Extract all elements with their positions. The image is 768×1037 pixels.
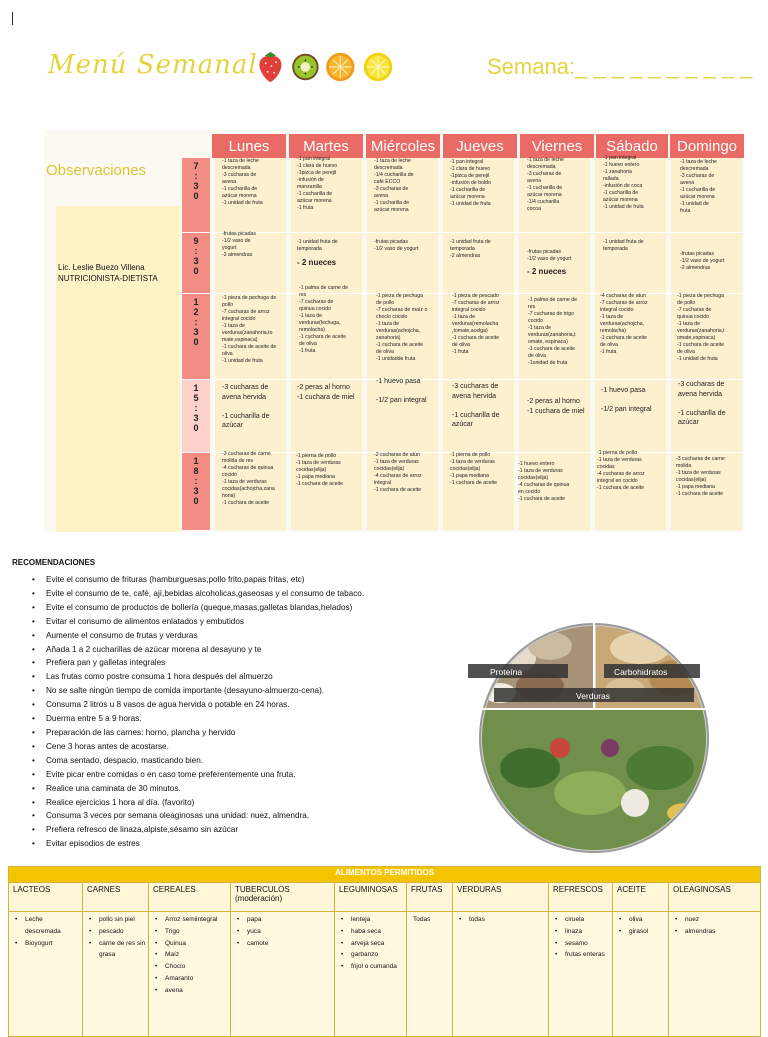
day-header-martes: Martes	[289, 134, 363, 158]
refrescos-cell	[549, 912, 613, 1037]
meal-sabado-media-manana: -1 unidad fruta de temporada	[603, 239, 644, 252]
meal-viernes-almuerzo: -1 palma de carne de res -7 cucharas de trigo cocido -1 taza de verduras(zanahoria,t omate, espinaca) -1 cuchara de aceite de oliva -1unidad de fruta	[528, 297, 578, 366]
meal-lunes-cena: -3 cucharas de carne molida de res -4 cucharas de quinua cocido -1 taza de verduras cocidas(achojcha,zana horia) -1 cuchara de aceite	[222, 451, 275, 506]
list-item: • Cene 3 horas antes de acostarse.	[46, 740, 432, 754]
list-item: • pescado	[99, 926, 146, 938]
list-item: • Realice ejercicios 1 hora al día. (favorito)	[46, 796, 432, 810]
kiwi-icon	[292, 54, 318, 80]
list-item: • sesamo	[565, 938, 610, 950]
row-divider	[182, 232, 744, 233]
meal-miercoles-desayuno: -1 taza de leche descremada -1/4 cucharilla de café ECCO -3 cucharas de avena -1 cucharilla de azúcar morena	[374, 158, 414, 213]
column-header: VERDURAS	[453, 883, 549, 912]
meal-miercoles-tarde: -1 huevo pasa -1/2 pan integral	[376, 378, 427, 404]
list-item: • garbanzo	[351, 949, 404, 961]
meal-domingo-media-manana: -frutas picadas -1/2 vaso de yogurt -2 almendras	[680, 251, 725, 271]
meal-sabado-tarde: -1 huevo pasa -1/2 pan integral	[601, 387, 652, 413]
frutas-cell	[407, 912, 453, 1037]
verduras-label: Verduras	[576, 691, 611, 701]
list-item: • Coma sentado, despacio, masticando bien.	[46, 754, 432, 768]
list-item: • Maíz	[165, 949, 228, 961]
time-0730: 7 : 3 0	[182, 158, 210, 232]
meal-jueves-desayuno: -1 pan integral -1 clara de huevo -1pizca de perejil -infusión de boldo -1 cucharilla de azúcar morena -1 unidad de fruta	[450, 159, 491, 207]
list-item: • almendras	[685, 926, 758, 938]
alimentos-title: ALIMENTOS PERMITIDOS	[9, 867, 761, 883]
list-item: • lenteja	[351, 914, 404, 926]
column-header: OLEAGINOSAS	[669, 883, 761, 912]
day-header-sabado: Sábado	[596, 134, 668, 158]
meal-jueves-cena: -1 pierna de pollo -1 taza de verduras cocidas(elija) -1 papa mediana -1 cuchara de aceite	[450, 452, 498, 486]
oleaginosas-cell	[669, 912, 761, 1037]
meal-jueves-tarde: -3 cucharas de avena hervida -1 cucharilla de azúcar	[452, 383, 500, 428]
observaciones-box	[56, 206, 180, 532]
time-1230: 1 2 : 3 0	[182, 294, 210, 379]
list-item: • todas	[469, 914, 546, 926]
meal-lunes-almuerzo: -1 pieza de pechuga de pollo -7 cucharas de arroz integral cocido -1 taza de verduras(zanahoria,to mate,espinaca) -1 cuchara de aceite de oliva -1 unidad de fruta	[222, 295, 277, 364]
author-role: NUTRICIONISTA-DIETISTA	[58, 274, 158, 283]
list-item: • Evitar el consumo de alimentos enlatados y embutidos	[46, 615, 432, 629]
meal-sabado-cena: -1 pierna de pollo -1 taza de verduras cocidas -4 cucharas de arroz integral en cocido -1 cuchara de aceite	[597, 450, 645, 491]
meal-domingo-almuerzo: -1 pieza de pechuga de pollo -7 cucharas de quinua cocido -1 taza de verduras(zanahoria,t omate,espinaca) -1 cuchara de aceite de oliva -1 unidad de fruta	[677, 293, 725, 362]
list-item: • yuca	[247, 926, 332, 938]
recomendaciones-section	[12, 558, 432, 851]
column-header: CEREALES	[149, 883, 231, 912]
column-header: TUBERCULOS (moderación)	[231, 883, 335, 912]
list-item: • girasol	[629, 926, 666, 938]
time-0930: 9 : 3 0	[182, 233, 210, 293]
list-item: • Prefiera refresco de linaza,alpiste,sésamo sin azúcar	[46, 823, 432, 837]
list-item: • Evite picar entre comidas o en caso tome preferentemente una fruta.	[46, 768, 432, 782]
list-item: • Quinua	[165, 938, 228, 950]
list-item: • Duerma entre 5 a 9 horas.	[46, 712, 432, 726]
list-item: • nuez	[685, 914, 758, 926]
list-item: • Prefiera pan y galletas integrales	[46, 656, 432, 670]
list-item: Todas	[413, 916, 431, 923]
meal-lunes-media-manana: -frutas picadas -1/2 vaso de yogurt -2 almendras	[222, 231, 257, 258]
list-item: • oliva	[629, 914, 666, 926]
meal-martes-nueces: - 2 nueces	[297, 258, 337, 267]
menu-title: Menú Semanal	[48, 50, 258, 80]
column-header: FRUTAS	[407, 883, 453, 912]
column-header: CARNES	[83, 883, 149, 912]
tuberculos-cell	[231, 912, 335, 1037]
fruit-icons	[253, 50, 405, 84]
list-item: • Añada 1 a 2 cucharillas de azúcar morena al desayuno y te	[46, 643, 432, 657]
list-item: • Amaranto	[165, 973, 228, 985]
recomendaciones-title: RECOMENDACIONES	[12, 558, 96, 567]
recomendaciones-list	[12, 573, 432, 851]
day-header-lunes: Lunes	[212, 134, 286, 158]
time-1530: 1 5 : 3 0	[182, 380, 210, 452]
meal-lunes-tarde: -3 cucharas de avena hervida -1 cucharilla de azúcar	[222, 384, 270, 429]
plate-illustration	[450, 598, 738, 854]
verduras-cell	[453, 912, 549, 1037]
list-item: • haba seca	[351, 926, 404, 938]
meal-sabado-almuerzo: -4 cucharas de atun -7 cucharas de arroz integral cocido -1 taza de verduras(achojcha, remolacha) -1 cuchara de aceite de oliva -1 fruta	[600, 293, 648, 355]
alimentos-permitidos-table	[8, 866, 760, 1037]
list-item: • carne de res sin grasa	[99, 938, 146, 962]
day-header-miercoles: Miércoles	[366, 134, 440, 158]
list-item: • Preparación de las carnes: horno, plancha y hervido	[46, 726, 432, 740]
row-divider	[182, 379, 744, 380]
list-item: • arveja seca	[351, 938, 404, 950]
list-item: • avena	[165, 985, 228, 997]
meal-martes-cena: -1 pierna de pollo -1 taza de verduras cocidas(elija) -1 papa mediana -1 cuchara de aceite	[296, 453, 344, 487]
author-name: Lic. Leslie Buezo Villena	[58, 263, 145, 272]
list-item: • Realice una caminata de 30 minutos.	[46, 782, 432, 796]
meal-viernes-desayuno: -1 taza de leche descremada -3 cucharas de avena -1 cucharilla de azúcar morena -1/4 cucharilla cocoa	[527, 157, 564, 212]
list-item: • Evitar episodios de estres	[46, 837, 432, 851]
strawberry-icon	[259, 52, 281, 82]
meal-martes-media-manana: -1 unidad fruta de temporada	[297, 239, 338, 252]
list-item: • ciruela	[565, 914, 610, 926]
list-item: • pollo sin piel	[99, 914, 146, 926]
list-item: • Aumente el consumo de frutas y verduras	[46, 629, 432, 643]
list-item: • Consuma 2 litros u 8 vasos de agua hervida o potable en 24 horas.	[46, 698, 432, 712]
observaciones-label: Observaciones	[46, 162, 147, 179]
day-header-domingo: Domingo	[670, 134, 744, 158]
leguminosas-cell	[335, 912, 407, 1037]
lacteos-cell	[9, 912, 83, 1037]
list-item: • frijol o cumanda	[351, 961, 404, 973]
proteina-label: Proteína	[490, 667, 523, 677]
list-item: • Arroz semiintegral	[165, 914, 228, 926]
list-item: • Bioyogurt	[25, 938, 80, 950]
list-item: • Evite el consumo de frituras (hamburguesas,pollo frito,papas fritas, etc)	[46, 573, 432, 587]
carnes-cell	[83, 912, 149, 1037]
meal-domingo-cena: -3 cucharas de carne molida -1 taza de verduras cocidas(elija) -1 papa mediana -1 cuchara de aceite	[676, 456, 725, 497]
meal-domingo-desayuno: -1 taza de leche descremada -3 cucharas de avena -1 cucharilla de azúcar morena -1 unidad de fruta	[680, 159, 717, 214]
list-item: • No se salte ningún tiempo de comida importante (desayuno-almuerzo-cena).	[46, 684, 432, 698]
author-signature	[58, 262, 158, 284]
meal-jueves-media-manana: -1 unidad fruta de temporada -2 almendras	[450, 239, 491, 259]
meal-viernes-tarde: -2 peras al horno -1 cuchara de miel	[527, 398, 585, 415]
list-item: • Evite el consumo de productos de bollería (queque,masas,galletas blandas,helados)	[46, 601, 432, 615]
meal-viernes-nueces: - 2 nueces	[527, 267, 567, 276]
meal-martes-almuerzo: -1 palma de carne de res -7 cucharas de quinua cocido -1 taza de verduras(lechuga, remolacha) -1 cuchara de aceite de oliva -1 fruta	[299, 285, 349, 354]
meal-domingo-tarde: -3 cucharas de avena hervida -1 cucharilla de azúcar	[678, 381, 726, 426]
meal-viernes-cena: -1 huevo entero -1 taza de verduras cocidas(elija) -4 cucharas de quinua en cocido -1 cuchara de aceite	[518, 461, 570, 502]
meal-jueves-almuerzo: -1 pieza de pescado -7 cucharas de arroz integral cocido -1 taza de verduras(remolacha ,tomate,acelga) -1 cuchara de aceite de oliva -1 fruta	[452, 293, 500, 355]
list-item: • camote	[247, 938, 332, 950]
column-header: LEGUMINOSAS	[335, 883, 407, 912]
orange-icon	[326, 53, 354, 81]
list-item: • Chocio	[165, 961, 228, 973]
list-item: • linaza	[565, 926, 610, 938]
meal-sabado-desayuno: -1 pan integral -1 huevo entero -1 zanahoria rallada -infusión de coca -1 cucharilla de azúcar morena -1 unidad de fruta	[603, 155, 644, 210]
carbohidratos-label: Carbohidratos	[614, 667, 668, 677]
list-item: • Trigo	[165, 926, 228, 938]
meal-miercoles-cena: -2 cucharas de atún -1 taza de verduras cocidas(elija) -4 cucharas de arroz integral -1 cuchara de aceite	[374, 452, 422, 493]
list-item: • Leche descremada	[25, 914, 80, 938]
cereales-cell	[149, 912, 231, 1037]
list-item: • Evite el consumo de te, café, ají,bebidas alcoholicas,gaseosas y el consumo de tabaco.	[46, 587, 432, 601]
day-header-viernes: Viernes	[520, 134, 594, 158]
column-header: REFRESCOS	[549, 883, 613, 912]
meal-lunes-desayuno: -1 taza de leche descremada -3 cucharas de avena -1 cucharilla de azúcar morena -1 unidad de fruta	[222, 158, 263, 206]
meal-viernes-media-manana: -frutas picadas -1/2 vaso de yogurt	[527, 249, 572, 262]
aceite-cell	[613, 912, 669, 1037]
text-cursor	[12, 12, 13, 25]
meal-miercoles-media-manana: -frutas picadas -1/2 vaso de yogurt	[374, 239, 419, 252]
lemon-icon	[364, 53, 392, 81]
meal-martes-desayuno: -1 pan integral -1 clara de huevo -1pizca de perejil -infusión de manzanilla -1 cucharilla de azúcar morena -1 fruta	[297, 156, 338, 211]
list-item: • papa	[247, 914, 332, 926]
list-item: • Las frutas como postre consuma 1 hora después del almuerzo	[46, 670, 432, 684]
column-header: ACEITE	[613, 883, 669, 912]
meal-miercoles-almuerzo: -1 pieza de pechuga de pollo -7 cucharas de maíz o choclo cocido -1 taza de verduras(achojcha, zanahoria) -1 cuchara de aceite de oliva -1 unidadde fruta	[376, 293, 428, 362]
column-header: LACTEOS	[9, 883, 83, 912]
list-item: • Consuma 3 veces por semana oleaginosas una unidad: nuez, almendra.	[46, 809, 432, 823]
list-item: • frutas enteras	[565, 949, 610, 961]
time-1830: 1 8 : 3 0	[182, 453, 210, 530]
semana-label: Semana:_ _ _ _ _ _ _ _ _ _	[487, 54, 753, 79]
meal-martes-tarde: -2 peras al horno -1 cuchara de miel	[297, 384, 355, 401]
day-header-jueves: Jueves	[443, 134, 517, 158]
